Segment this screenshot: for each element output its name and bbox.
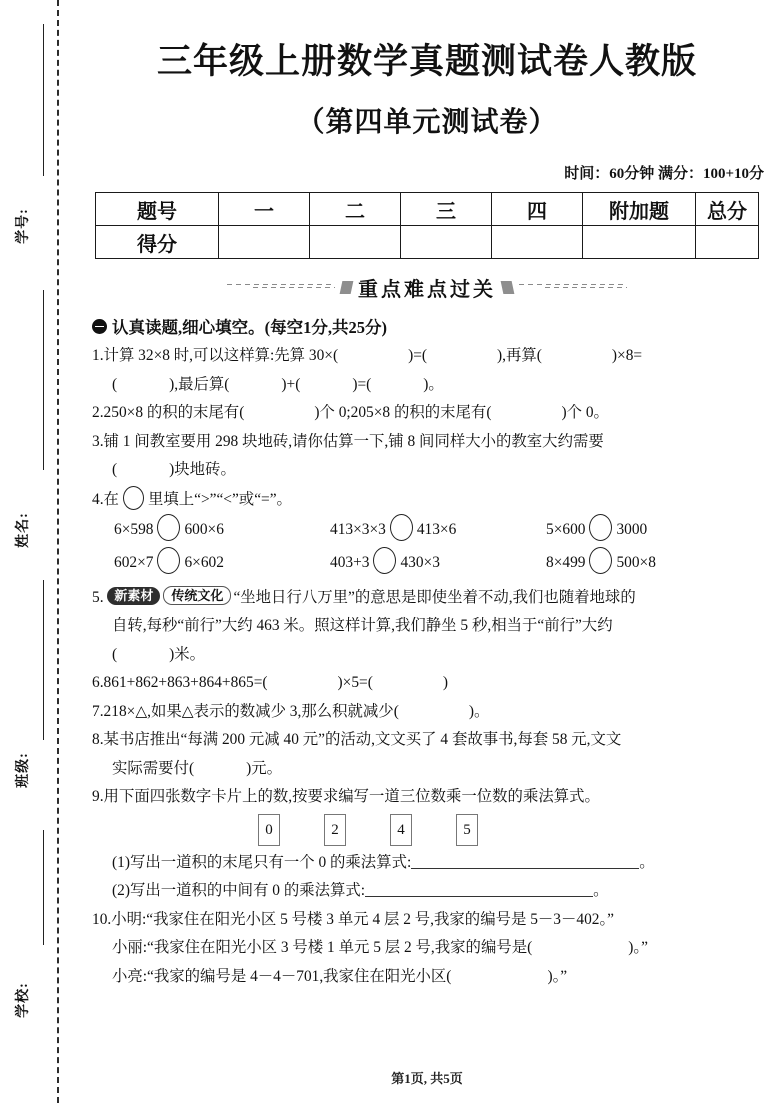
question-9 bbox=[92, 784, 764, 809]
sidebar-field-name: 姓名: bbox=[16, 512, 31, 548]
question-text: )米。 bbox=[169, 645, 206, 663]
question-text: 在 bbox=[103, 490, 119, 508]
question-text: )。” bbox=[547, 967, 568, 985]
question-3 bbox=[92, 429, 764, 454]
compare-circle-icon[interactable] bbox=[373, 547, 396, 574]
banner-flag-left-icon bbox=[340, 281, 354, 294]
question-text: ( bbox=[112, 645, 118, 663]
question-text: 小亮:“我家的编号是 4－4－701,我家住在阳光小区( bbox=[112, 967, 452, 985]
question-text: 实际需要付( bbox=[112, 759, 195, 777]
question-text: 某书店推出“每满 200 元减 40 元”的活动,文文买了 4 套故事书,每套 58 元,文文 bbox=[103, 731, 622, 748]
section-heading bbox=[92, 314, 764, 338]
question-text: 218×△,如果△表示的数减少 3,那么积就减少( bbox=[103, 702, 399, 720]
score-table bbox=[95, 192, 759, 259]
question-4-row-2 bbox=[92, 547, 764, 578]
compare-left: 5×600 bbox=[546, 520, 586, 538]
compare-right: 430×3 bbox=[400, 553, 440, 571]
question-number: 10. bbox=[92, 910, 112, 928]
score-input-cell[interactable] bbox=[583, 226, 696, 259]
question-1 bbox=[92, 343, 764, 368]
compare-item bbox=[546, 547, 656, 578]
compare-item bbox=[330, 514, 546, 545]
compare-circle-icon[interactable] bbox=[157, 547, 180, 574]
question-text: “坐地日行八万里”的意思是即使坐着不动,我们也随着地球的 bbox=[233, 588, 636, 606]
question-text: 用下面四张数字卡片上的数,按要求编写一道三位数乘一位数的乘法算式。 bbox=[103, 788, 600, 805]
side-rule-2 bbox=[43, 290, 44, 470]
question-text: 小明:“我家住在阳光小区 5 号楼 3 单元 4 层 2 号,我家的编号是 5－3－402。” bbox=[111, 910, 614, 928]
question-text: 自转,每秒“前行”大约 463 米。照这样计算,我们静坐 5 秒,相当于“前行”大约 bbox=[112, 617, 613, 634]
banner-dash-left-icon bbox=[227, 284, 335, 291]
question-4-row-1 bbox=[92, 514, 764, 545]
question-number: 7. bbox=[92, 702, 104, 720]
number-card[interactable]: 5 bbox=[456, 814, 478, 846]
table-row bbox=[96, 226, 759, 259]
question-text: 。 bbox=[593, 882, 609, 899]
compare-left: 8×499 bbox=[546, 553, 586, 571]
badge-new-material: 新素材 bbox=[107, 587, 160, 605]
compare-item bbox=[330, 547, 546, 578]
page-footer: 第1页, 共5页 bbox=[391, 1071, 463, 1086]
section-heading-text: 认真读题,细心填空。(每空1分,共25分) bbox=[112, 318, 387, 337]
score-table-cell: 总分 bbox=[696, 193, 759, 226]
side-rule-3 bbox=[43, 580, 44, 740]
question-5-line3 bbox=[92, 642, 764, 667]
question-text: )=( bbox=[408, 347, 428, 364]
score-input-cell[interactable] bbox=[492, 226, 583, 259]
score-table-row-header: 得分 bbox=[96, 226, 219, 259]
question-number: 3. bbox=[92, 432, 104, 450]
question-text: )=( bbox=[352, 375, 372, 393]
question-8 bbox=[92, 727, 764, 752]
badge-traditional-culture: 传统文化 bbox=[163, 586, 231, 605]
side-rule-4 bbox=[43, 830, 44, 945]
question-2 bbox=[92, 400, 764, 425]
section-banner bbox=[74, 273, 780, 302]
side-rule-1 bbox=[43, 24, 44, 176]
question-text: )+( bbox=[281, 375, 301, 393]
question-number: 1. bbox=[92, 347, 104, 364]
compare-item bbox=[114, 514, 330, 545]
question-4 bbox=[92, 486, 764, 512]
compare-right: 600×6 bbox=[184, 520, 224, 538]
sidebar-field-student-id: 学号: bbox=[16, 208, 31, 244]
question-text: ) bbox=[442, 674, 448, 691]
compare-circle-icon[interactable] bbox=[123, 486, 144, 510]
banner-title: 重点难点过关 bbox=[358, 279, 496, 301]
compare-left: 602×7 bbox=[114, 553, 154, 571]
question-7 bbox=[92, 699, 764, 724]
question-text: 里填上“>”“<”或“=”。 bbox=[147, 490, 292, 508]
question-text: )。 bbox=[468, 702, 490, 720]
compare-item bbox=[114, 547, 330, 578]
question-number: 4. bbox=[92, 490, 104, 508]
question-text: )块地砖。 bbox=[169, 461, 236, 478]
score-table-cell: 三 bbox=[401, 193, 492, 226]
question-text: 250×8 的积的末尾有( bbox=[103, 404, 245, 421]
compare-right: 6×602 bbox=[184, 553, 224, 571]
banner-flag-right-icon bbox=[501, 281, 515, 294]
table-row bbox=[96, 193, 759, 226]
compare-right: 3000 bbox=[616, 520, 648, 538]
question-6 bbox=[92, 670, 764, 695]
sidebar-field-school: 学校: bbox=[16, 982, 31, 1018]
score-input-cell[interactable] bbox=[219, 226, 310, 259]
question-text: 。 bbox=[639, 853, 655, 871]
question-3-line2 bbox=[92, 457, 764, 482]
question-text: ( bbox=[112, 375, 118, 393]
page-title: 三年级上册数学真题测试卷人教版 bbox=[156, 42, 697, 81]
score-input-cell[interactable] bbox=[696, 226, 759, 259]
compare-right: 413×6 bbox=[416, 520, 457, 538]
compare-left: 413×3×3 bbox=[330, 520, 386, 538]
question-text: )个 0。 bbox=[561, 404, 609, 421]
question-text: (1)写出一道积的末尾只有一个 0 的乘法算式: bbox=[112, 853, 412, 871]
question-text: (2)写出一道积的中间有 0 的乘法算式: bbox=[112, 882, 366, 899]
dashed-cut-line bbox=[57, 0, 59, 1103]
page-subtitle: （第四单元测试卷） bbox=[296, 107, 558, 138]
question-9-sub-1 bbox=[92, 850, 764, 875]
question-10-line3 bbox=[92, 964, 764, 989]
score-input-cell[interactable] bbox=[310, 226, 401, 259]
question-text: )个 0;205×8 的积的末尾有( bbox=[314, 404, 492, 421]
score-table-cell: 一 bbox=[219, 193, 310, 226]
circled-one-icon bbox=[92, 319, 107, 334]
question-10-line2 bbox=[92, 935, 764, 960]
score-table-cell: 附加题 bbox=[583, 193, 696, 226]
compare-circle-icon[interactable] bbox=[589, 547, 612, 574]
answer-line[interactable] bbox=[365, 879, 593, 897]
question-text: ),再算( bbox=[497, 347, 542, 364]
compare-left: 6×598 bbox=[114, 520, 154, 538]
compare-item bbox=[546, 514, 647, 545]
question-text: 计算 32×8 时,可以这样算:先算 30×( bbox=[103, 347, 339, 364]
score-table-cell: 二 bbox=[310, 193, 401, 226]
number-cards bbox=[92, 814, 764, 846]
question-9-sub-2 bbox=[92, 878, 764, 903]
score-input-cell[interactable] bbox=[401, 226, 492, 259]
question-number: 6. bbox=[92, 674, 104, 691]
score-table-cell: 四 bbox=[492, 193, 583, 226]
left-margin-strip bbox=[0, 0, 74, 1103]
answer-line[interactable] bbox=[411, 851, 639, 869]
question-1-line2 bbox=[92, 372, 764, 397]
question-text: ),最后算( bbox=[169, 375, 230, 393]
compare-circle-icon[interactable] bbox=[589, 514, 612, 541]
question-5-line2 bbox=[92, 613, 764, 638]
exam-meta-info: 时间：60分钟 满分：100+10分 bbox=[564, 166, 764, 182]
number-card[interactable]: 4 bbox=[390, 814, 412, 846]
question-text: 铺 1 间教室要用 298 块地砖,请你估算一下,铺 8 间同样大小的教室大约需要 bbox=[103, 432, 604, 450]
question-number: 9. bbox=[92, 788, 104, 805]
question-8-line2 bbox=[92, 756, 764, 781]
question-number: 5. bbox=[92, 588, 104, 606]
compare-circle-icon[interactable] bbox=[390, 514, 413, 541]
question-number: 8. bbox=[92, 731, 104, 748]
question-text: )×8= bbox=[611, 347, 643, 364]
banner-dash-right-icon bbox=[519, 284, 627, 291]
question-text: )。” bbox=[628, 939, 648, 956]
compare-left: 403+3 bbox=[330, 553, 370, 571]
number-card[interactable]: 0 bbox=[258, 814, 280, 846]
question-text: 861+862+863+864+865=( bbox=[103, 674, 268, 691]
exam-page bbox=[74, 0, 780, 1103]
question-text: ( bbox=[112, 461, 118, 478]
question-5 bbox=[92, 585, 764, 610]
questions-container bbox=[92, 314, 764, 989]
question-10 bbox=[92, 907, 764, 932]
question-text: )×5=( bbox=[337, 674, 373, 691]
question-text: )元。 bbox=[246, 759, 283, 777]
compare-circle-icon[interactable] bbox=[157, 514, 180, 541]
question-text: )。 bbox=[423, 375, 444, 393]
score-table-row-header: 题号 bbox=[96, 193, 219, 226]
sidebar-field-class: 班级: bbox=[16, 752, 31, 788]
question-text: 小丽:“我家住在阳光小区 3 号楼 1 单元 5 层 2 号,我家的编号是( bbox=[112, 939, 533, 956]
compare-right: 500×8 bbox=[616, 553, 656, 571]
number-card[interactable]: 2 bbox=[324, 814, 346, 846]
question-number: 2. bbox=[92, 404, 104, 421]
